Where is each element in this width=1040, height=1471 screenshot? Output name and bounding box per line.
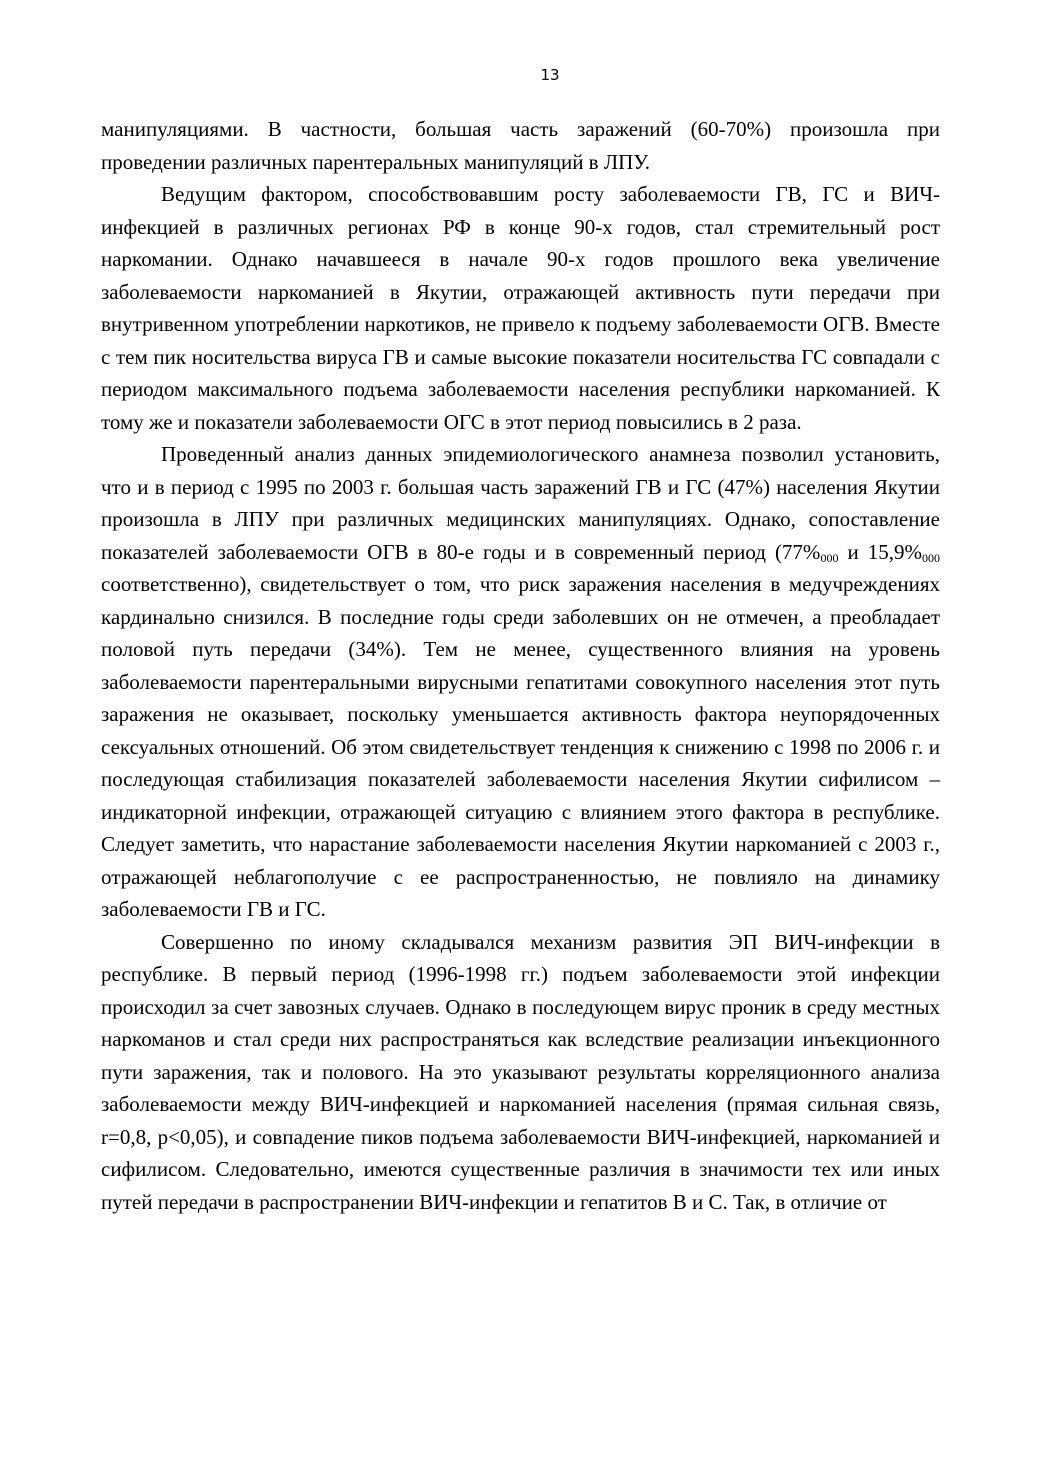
paragraph-3-part-2: и 15,9%	[838, 539, 922, 564]
page-number: 13	[540, 66, 560, 84]
per-100000-subscript: 000	[820, 550, 839, 565]
paragraph-2: Ведущим фактором, способствовавшим росту заболеваемости ГВ, ГС и ВИЧ-инфекцией в различных регионах РФ в конце 90-х годов, стал стремительный рост наркомании. Однако начавшееся в начале 90-х годов прошлого века увеличение заболеваемости наркоманией в Якутии, отражающей активность пути передачи при внутривенном употреблении наркотиков, не привело к подъему заболеваемости ОГВ. Вместе с тем пик носительства вируса ГВ и самые высокие показатели носительства ГС совпадали с периодом максимального подъема заболеваемости населения республики наркоманией. К тому же и показатели заболеваемости ОГС в этот период повысились в 2 раза.	[101, 182, 940, 434]
paragraph-3	[101, 438, 940, 926]
per-100000-subscript: 000	[922, 550, 940, 565]
paragraph-3-part-1: Проведенный анализ данных эпидемиологического анамнеза позволил установить, что и в период с 1995 по 2003 г. большая часть заражений ГВ и ГС (47%) населения Якутии произошла в ЛПУ при различных медицинских манипуляциях. Однако, сопоставление показателей заболеваемости ОГВ в 80-е годы и в современный период (77%	[101, 442, 940, 564]
paragraph-1: манипуляциями. В частности, большая часть заражений (60-70%) произошла при проведении различных парентеральных манипуляций в ЛПУ.	[101, 117, 940, 174]
paragraph-4: Совершенно по иному складывался механизм развития ЭП ВИЧ-инфекции в республике. В первый период (1996-1998 гг.) подъем заболеваемости этой инфекции происходил за счет завозных случаев. Однако в последующем вирус проник в среду местных наркоманов и стал среди них распространяться как вследствие реализации инъекционного пути заражения, так и полового. На это указывают результаты корреляционного анализа заболеваемости между ВИЧ-инфекцией и наркоманией населения (прямая сильная связь, r=0,8, p<0,05), и совпадение пиков подъема заболеваемости ВИЧ-инфекцией, наркоманией и сифилисом. Следовательно, имеются существенные различия в значимости тех или иных путей передачи в распространении ВИЧ-инфекции и гепатитов В и С. Так, в отличие от	[101, 929, 940, 1214]
paragraph-3-part-3: соответственно), свидетельствует о том, что риск заражения населения в медучреждениях кардинально снизился. В последние годы среди заболевших он не отмечен, а преобладает половой путь передачи (34%). Тем не менее, существенного влияния на уровень заболеваемости парентеральными вирусными гепатитами совокупного населения этот путь заражения не оказывает, поскольку уменьшается активность фактора неупорядоченных сексуальных отношений. Об этом свидетельствует тенденция к снижению с 1998 по 2006 г. и последующая стабилизация показателей заболеваемости населения Якутии сифилисом – индикаторной инфекции, отражающей ситуацию с влиянием этого фактора в республике. Следует заметить, что нарастание заболеваемости населения Якутии наркоманией с 2003 г., отражающей неблагополучие с ее распространенностью, не повлияло на динамику заболеваемости ГВ и ГС.	[101, 572, 940, 921]
body-text	[101, 113, 940, 1218]
